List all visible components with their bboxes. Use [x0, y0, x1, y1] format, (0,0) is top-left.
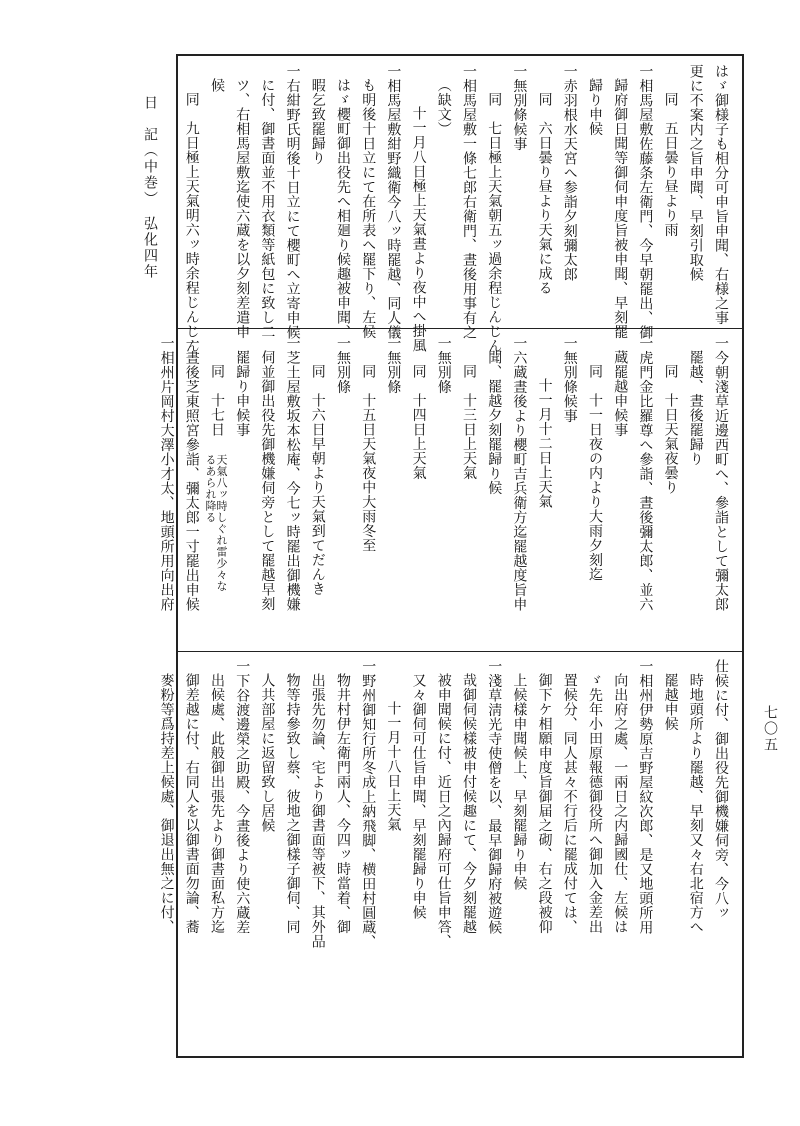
text-column: 出候處、此般御出張先より御書面私方迄: [209, 673, 225, 934]
text-column: 一無別條: [385, 336, 402, 394]
text-column: 一相州伊勢原吉野屋紋次郎、是又地頭所用: [637, 659, 654, 935]
text-column: 歸府御日聞等御伺申度旨被申聞、早刻罷: [612, 78, 629, 339]
text-column: 罷越、晝後罷歸り: [687, 350, 704, 466]
text-column: 聞、罷越夕刻罷歸り候: [486, 350, 503, 495]
text-column: はゞ御様子も相分可申旨申聞、右様之事: [713, 64, 729, 325]
text-column: 罷歸り申候事: [234, 350, 251, 437]
text-column: 一六蔵晝後より櫻町吉兵衛方迄罷越度旨申: [511, 336, 528, 612]
text-column: 一無別條: [435, 336, 452, 394]
text-column: 物等持參致し蔡、彼地之御樣子御伺、同: [284, 673, 301, 934]
text-column: 一相馬屋敷紺野織衛今八ッ時罷越、同人儀: [385, 64, 402, 340]
text-column: 同 六日曇り昼より天氣に成る: [536, 92, 553, 295]
text-column: 一芝土屋敷坂本松庵、今七ッ時罷出御機嫌: [284, 336, 301, 612]
inline-note: 天氣八ッ時しぐれ雷少々な: [215, 454, 228, 592]
text-column: 同 十六日早朝より天氣到てだんき: [309, 364, 326, 596]
running-header: 日 記（中巻） 弘化四年: [142, 95, 158, 280]
text-column: 人共部屋に返留致し居候: [259, 673, 276, 833]
text-column: 被申聞候に付、近日之內歸府可仕旨申答、: [435, 673, 452, 949]
text-column: 一相州片岡村大澤小才太、地頭所用向出府: [158, 336, 175, 612]
text-column: 置候分、同人甚々不行后に罷成付ては、: [561, 673, 578, 934]
text-column: 御下ケ相願申度旨御届之砌、右之段被仰: [536, 673, 553, 934]
text-column: 一今朝淺草近邊西町へ、參詣として彌太郎: [713, 336, 729, 612]
text-column: 向出府之處、一兩日之内歸國仕、左候は: [612, 673, 629, 934]
text-column: 同 十七日: [209, 364, 225, 437]
text-column: 一虎門金比羅尊へ參詣、晝後彌太郎、並六: [637, 336, 654, 612]
text-column: 同 十三日上天氣: [461, 364, 477, 480]
text-column: 一右紺野氏明後十日立にて櫻町へ立寄申候: [284, 64, 301, 340]
text-column: 又々御伺可仕旨申聞、早刻罷歸り申候: [410, 673, 427, 920]
text-column: 麥粉等爲持差上候處、御退出無之に付、: [158, 673, 175, 934]
text-column: 一淺草淸光寺使僧を以、最早御歸府被遊候: [486, 659, 503, 935]
text-column: 更に不案内之旨申聞、早刻引取候: [687, 64, 704, 282]
text-column: 一無別條候事: [511, 64, 528, 151]
text-column: 御差越に付、右同人を以御書面勿論、蕎: [183, 673, 200, 934]
text-column: も明後十日立にて在所表へ罷下り、左候: [360, 78, 377, 339]
text-column: 一相馬屋敷佐藤条左衛門、今早朝罷出、御: [637, 64, 654, 340]
text-column: 物井村伊左衛門兩人、今四ッ時當着、御: [335, 673, 351, 934]
text-column: 同 七日極上天氣朝五ッ過余程じんじん: [486, 92, 503, 353]
text-column: 同 十五日天氣夜中大雨冬至: [360, 364, 377, 553]
text-column: 十一月十二日上天氣: [536, 378, 553, 509]
text-column: 哉御伺候樣被申付候趣にて、今夕刻罷越: [461, 673, 477, 934]
page-number: 七〇五: [762, 705, 778, 753]
text-column: 十一月十八日上天氣: [385, 701, 402, 832]
text-column: 罷越申候: [662, 673, 679, 731]
text-column: 歸り申候: [587, 78, 603, 136]
text-frame: [158, 54, 744, 1058]
text-column: 同 十四日上天氣: [410, 364, 427, 480]
text-column: に付、御書面並不用衣類等紙包に致し二: [259, 78, 276, 339]
text-column: 一晝後芝東照宮參詣、彌太郎一寸罷出申候: [183, 336, 200, 612]
text-column: 一無別條候事: [561, 336, 578, 423]
text-column: 同 九日極上天氣明六ッ時余程じんじん: [183, 92, 200, 353]
text-column: 同 五日曇り昼より雨: [662, 92, 679, 237]
text-column: 蔵罷越申候事: [612, 350, 629, 437]
text-column: ゞ先年小田原報德御役所へ御加入金差出: [587, 673, 603, 934]
text-column: 同 十日天氣夜曇り: [662, 364, 679, 495]
text-column: 候: [209, 78, 225, 93]
text-column: ツ、右相馬屋敷迄使六蔵を以夕刻差遣申: [234, 78, 251, 339]
inline-note: るあられ降る: [204, 454, 217, 523]
text-column: （缺文）: [435, 78, 452, 136]
text-column: 一野州御知行所冬成上納飛脚、横田村圓蔵、: [360, 659, 377, 949]
text-column: 伺並御出役先御機嫌伺旁として罷越早刻: [259, 350, 276, 611]
text-column: はゞ櫻町御出役先へ相廻り候趣被申聞、: [335, 78, 351, 339]
text-column: 暇乞致罷歸り: [309, 78, 326, 165]
text-column: 一下谷渡邊榮之助殿、今晝後より使六蔵差: [234, 659, 251, 935]
text-column: 一無別條: [335, 336, 351, 394]
text-column: 時地頭所より罷越、早刻又々右北宿方へ: [687, 673, 704, 934]
tier-divider-2: [178, 651, 742, 652]
text-column: 同 十一日夜の内より大雨夕刻迄: [587, 364, 603, 582]
text-column: 一相馬屋敷一條七郎右衛門、晝後用事有之: [461, 64, 477, 340]
text-column: 一赤羽根水天宮へ参詣夕刻彌太郎: [561, 64, 578, 282]
text-column: 出張先勿論、宅より御書面等被下、其外品: [309, 673, 326, 949]
text-column: 十一月八日極上天氣晝より夜中へ掛風: [410, 106, 427, 353]
text-column: 上候樣申聞候上、早刻罷歸り申候: [511, 673, 528, 891]
text-column: 仕候に付、御出役先御機嫌伺旁、今八ッ: [713, 659, 729, 920]
